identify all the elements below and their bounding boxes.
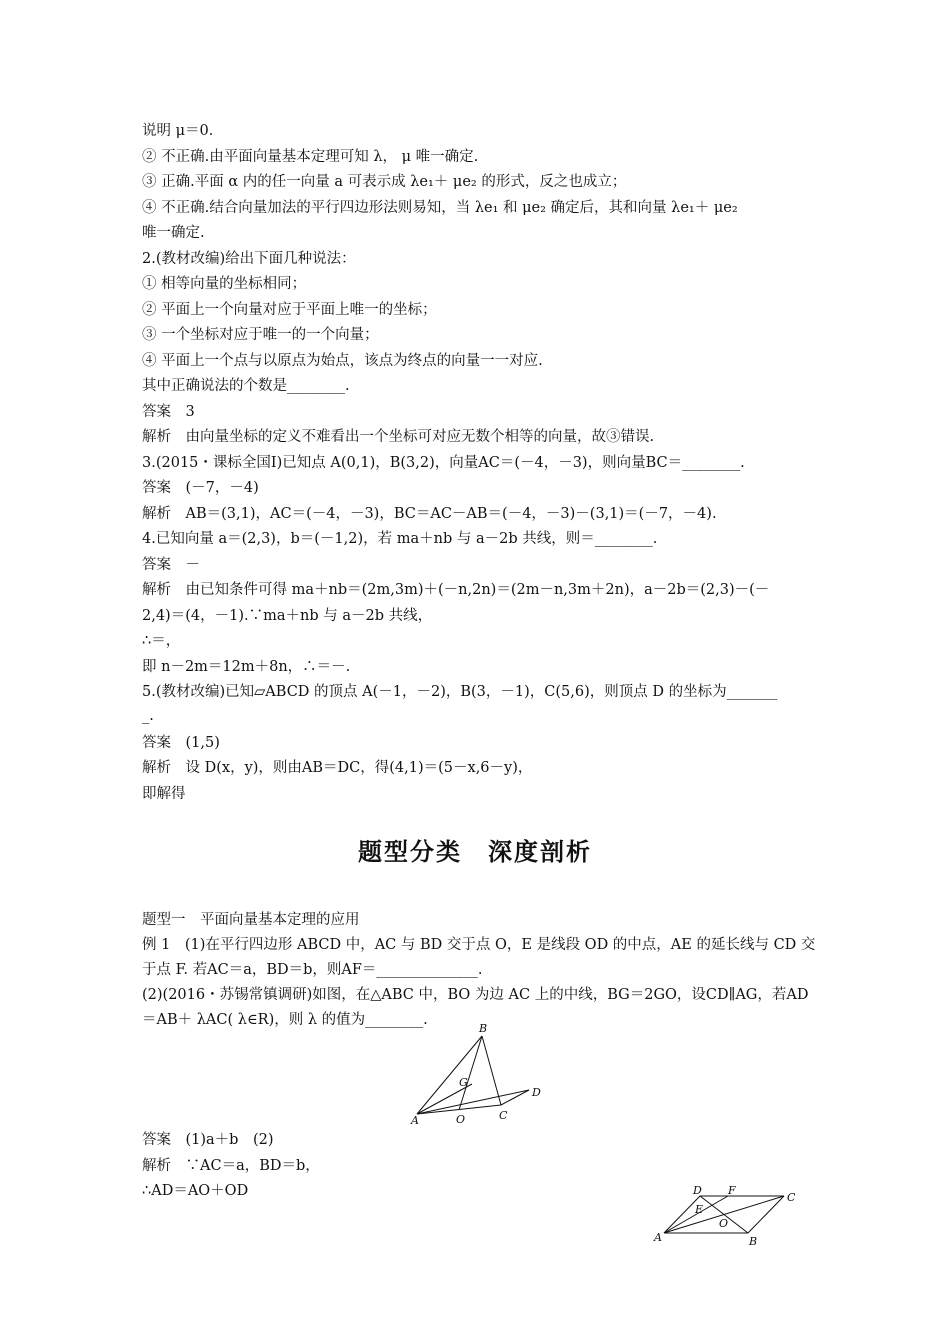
parallelogram-figure (650, 1183, 810, 1249)
answer-line: 答案 3 (142, 404, 195, 420)
point-label: D (693, 1184, 702, 1197)
answer-line: 答案 － (142, 557, 200, 573)
analysis-line: 解析 AB＝(3,1)，AC＝(－4，－3)，BC＝AC－AB＝(－4，－3)－(3,1)＝(－7，－4). (142, 506, 717, 522)
point-label: A (654, 1231, 662, 1244)
text-line: ④ 不正确.结合向量加法的平行四边形法则易知，当 λe₁ 和 μe₂ 确定后，其和向量 λe₁＋ μe₂ (142, 200, 738, 216)
text-line: 于点 F. 若AC＝a，BD＝b，则AF＝______________. (142, 962, 483, 978)
analysis-line: 解析 设 D(x，y)，则由AB＝DC，得(4,1)＝(5－x,6－y)， (142, 760, 533, 776)
text-line: 4.已知向量 a＝(2,3)，b＝(－1,2)，若 ma＋nb 与 a－2b 共线，则＝________. (142, 531, 658, 547)
answer-line: 答案 (1,5) (142, 735, 220, 751)
text-line: (2)(2016・苏锡常镇调研)如图，在△ABC 中，BO 为边 AC 上的中线，BG＝2GO，设CD∥AG，若AD (142, 987, 809, 1003)
point-label: C (787, 1191, 796, 1204)
point-label: B (749, 1235, 758, 1248)
point-label: O (719, 1217, 729, 1230)
point-label: B (479, 1022, 488, 1035)
answer-line: 答案 (1)a＋b (2) (142, 1132, 274, 1148)
text-line: ③ 正确.平面 α 内的任一向量 a 可表示成 λe₁＋ μe₂ 的形式，反之也成立； (142, 174, 627, 190)
text-line: 即 n－2m＝12m＋8n，∴＝－. (142, 659, 351, 675)
point-label: D (532, 1086, 541, 1099)
triangle-figure (405, 1022, 555, 1132)
text-line: _. (142, 708, 154, 724)
text-line: ③ 一个坐标对应于唯一的一个向量； (142, 327, 379, 343)
point-label: O (456, 1113, 466, 1126)
subsection-title: 题型一 平面向量基本定理的应用 (142, 912, 360, 928)
section-heading: 题型分类 深度剖析 (358, 838, 592, 866)
text-line: ② 不正确.由平面向量基本定理可知 λ， μ 唯一确定. (142, 149, 479, 165)
analysis-line: 解析 ∵AC＝a，BD＝b， (142, 1158, 320, 1174)
text-line: 即解得 (142, 786, 186, 802)
point-label: G (459, 1076, 468, 1089)
point-label: A (411, 1114, 419, 1127)
text-line: 唯一确定. (142, 225, 205, 241)
text-line: 3.(2015・课标全国Ⅰ)已知点 A(0,1)，B(3,2)，向量AC＝(－4，－3)，则向量BC＝________. (142, 455, 745, 471)
text-line: 2.(教材改编)给出下面几种说法： (142, 251, 356, 267)
text-line: ② 平面上一个向量对应于平面上唯一的坐标； (142, 302, 437, 318)
text-line: 其中正确说法的个数是________. (142, 378, 350, 394)
text-line: 例 1 (1)在平行四边形 ABCD 中，AC 与 BD 交于点 O，E 是线段 OD 的中点，AE 的延长线与 CD 交 (142, 937, 816, 953)
point-label: C (499, 1109, 508, 1122)
analysis-line: 解析 由向量坐标的定义不难看出一个坐标可对应无数个相等的向量，故③错误. (142, 429, 655, 445)
analysis-line: 解析 由已知条件可得 ma＋nb＝(2m,3m)＋(－n,2n)＝(2m－n,3m＋2n)，a－2b＝(2,3)－(－ (142, 582, 770, 598)
text-line: ＝AB＋ λAC( λ∈R)，则 λ 的值为________. (142, 1012, 428, 1028)
text-line: 2,4)＝(4，－1).∵ma＋nb 与 a－2b 共线， (142, 608, 433, 624)
point-label: E (695, 1203, 704, 1216)
text-line: ① 相等向量的坐标相同； (142, 276, 307, 292)
text-line: 5.(教材改编)已知▱ABCD 的顶点 A(－1，－2)，B(3，－1)，C(5,6)，则顶点 D 的坐标为_______ (142, 684, 778, 700)
text-line: ④ 平面上一个点与以原点为始点，该点为终点的向量一一对应. (142, 353, 543, 369)
answer-line: 答案 (－7，－4) (142, 480, 259, 496)
point-label: F (728, 1184, 736, 1197)
text-line: ∴AD＝AO＋OD (142, 1183, 249, 1199)
text-line: 说明 μ＝0. (142, 123, 214, 139)
text-line: ∴＝， (142, 633, 181, 649)
